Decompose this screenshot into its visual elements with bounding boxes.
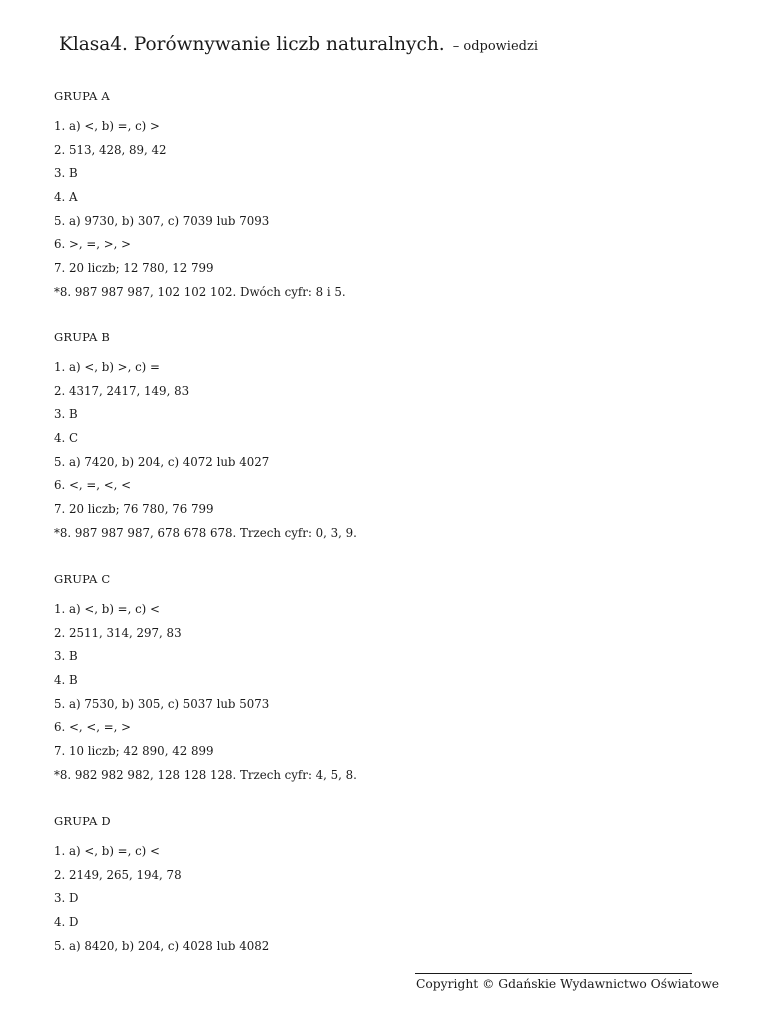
document-title [59,34,538,55]
group-c-section [54,572,704,791]
group-a-section [54,89,704,308]
answer-line: *8. 982 982 982, 128 128 128. Trzech cyfr: 4, 5, 8. [54,767,357,782]
group-b-section [54,330,704,549]
answer-line: 3. D [54,891,79,906]
answer-line: 1. a) <, b) =, c) < [54,844,160,858]
answer-line: 6. <, <, =, > [54,720,132,735]
answer-line: 5. a) 9730, b) 307, c) 7039 lub 7093 [54,213,270,228]
group-heading: GRUPA A [54,89,110,103]
answer-line: 3. B [54,166,78,181]
answer-line: 4. C [54,431,79,446]
answer-line: 5. a) 7530, b) 305, c) 5037 lub 5073 [54,696,270,711]
group-heading: GRUPA D [54,814,111,828]
group-d-section [54,814,704,961]
answer-line: *8. 987 987 987, 102 102 102. Dwóch cyfr: 8 i 5. [54,284,346,299]
group-heading: GRUPA C [54,572,111,586]
answer-line: 1. a) <, b) =, c) < [54,602,160,616]
answer-line: 3. B [54,407,78,422]
answer-line: 7. 20 liczb; 76 780, 76 799 [54,502,214,517]
answer-line: 6. >, =, >, > [54,237,132,252]
answer-line: 2. 4317, 2417, 149, 83 [54,383,190,398]
answer-line: 2. 2511, 314, 297, 83 [54,625,182,640]
answer-line: 3. B [54,649,78,664]
answer-line: 7. 20 liczb; 12 780, 12 799 [54,261,214,276]
answer-line: 4. D [54,915,79,930]
answer-line: 6. <, =, <, < [54,478,132,493]
answer-line: 1. a) <, b) =, c) > [54,119,160,133]
answer-line: *8. 987 987 987, 678 678 678. Trzech cyfr: 0, 3, 9. [54,525,357,540]
footer-copyright: Copyright © Gdańskie Wydawnictwo Oświatowe [416,977,720,991]
answer-line: 5. a) 8420, b) 204, c) 4028 lub 4082 [54,938,270,953]
answer-line: 1. a) <, b) >, c) = [54,360,160,374]
title-main: Klasa4. Porównywanie liczb naturalnych. [59,34,445,55]
answer-line: 4. B [54,673,78,688]
answer-line: 5. a) 7420, b) 204, c) 4072 lub 4027 [54,454,270,469]
answer-line: 2. 513, 428, 89, 42 [54,142,167,157]
footer-divider [415,973,692,974]
answer-line: 4. A [54,190,78,205]
answer-line: 2. 2149, 265, 194, 78 [54,867,182,882]
answer-line: 7. 10 liczb; 42 890, 42 899 [54,744,214,759]
group-heading: GRUPA B [54,330,111,344]
title-subtitle: – odpowiedzi [452,39,538,54]
